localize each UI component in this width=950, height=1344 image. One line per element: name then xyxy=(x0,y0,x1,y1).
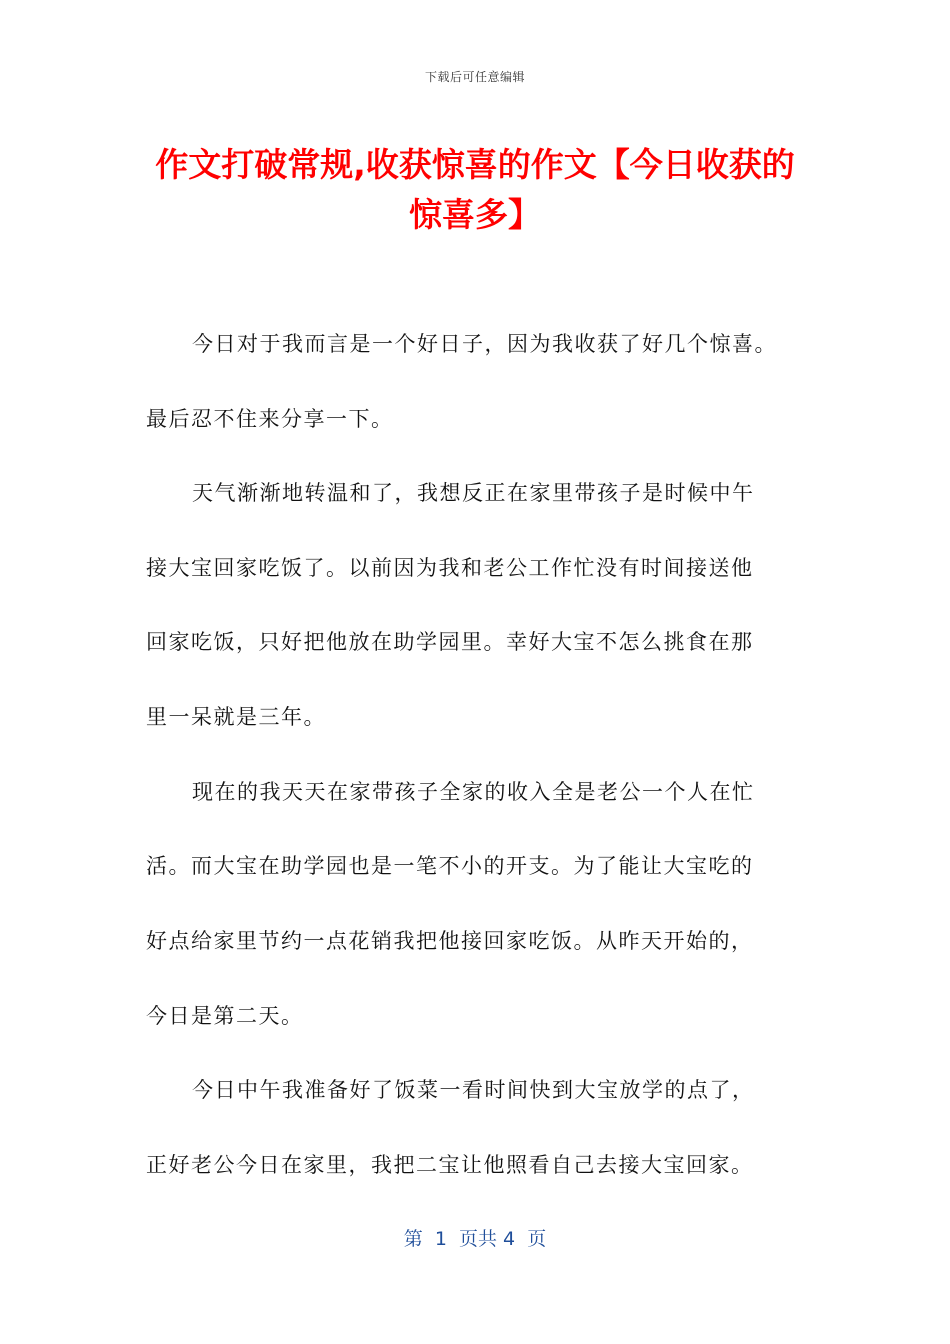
body-line: 今日对于我而言是一个好日子，因为我收获了好几个惊喜。 xyxy=(192,332,777,356)
header-note: 下载后可任意编辑 xyxy=(424,70,525,84)
body-line: 今日是第二天。 xyxy=(146,1004,304,1028)
body-line: 现在的我天天在家带孩子全家的收入全是老公一个人在忙 xyxy=(192,780,755,804)
body-line: 天气渐渐地转温和了，我想反正在家里带孩子是时候中午 xyxy=(192,481,755,505)
body-line: 最后忍不住来分享一下。 xyxy=(146,407,394,431)
document-title: 作文打破常规,收获惊喜的作文【今日收获的惊喜多】 xyxy=(155,145,795,234)
body-line: 里一呆就是三年。 xyxy=(146,705,326,729)
body-line: 好点给家里节约一点花销我把他接回家吃饭。从昨天开始的， xyxy=(146,929,754,953)
page-number-footer: 第 1 页共 4 页 xyxy=(403,1228,547,1250)
body-line: 今日中午我准备好了饭菜一看时间快到大宝放学的点了， xyxy=(192,1078,755,1102)
body-line: 活。而大宝在助学园也是一笔不小的开支。为了能让大宝吃的 xyxy=(146,854,754,878)
body-line: 回家吃饭，只好把他放在助学园里。幸好大宝不怎么挑食在那 xyxy=(146,630,754,654)
body-line: 正好老公今日在家里，我把二宝让他照看自己去接大宝回家。 xyxy=(146,1153,754,1177)
body-line: 接大宝回家吃饭了。以前因为我和老公工作忙没有时间接送他 xyxy=(146,556,754,580)
